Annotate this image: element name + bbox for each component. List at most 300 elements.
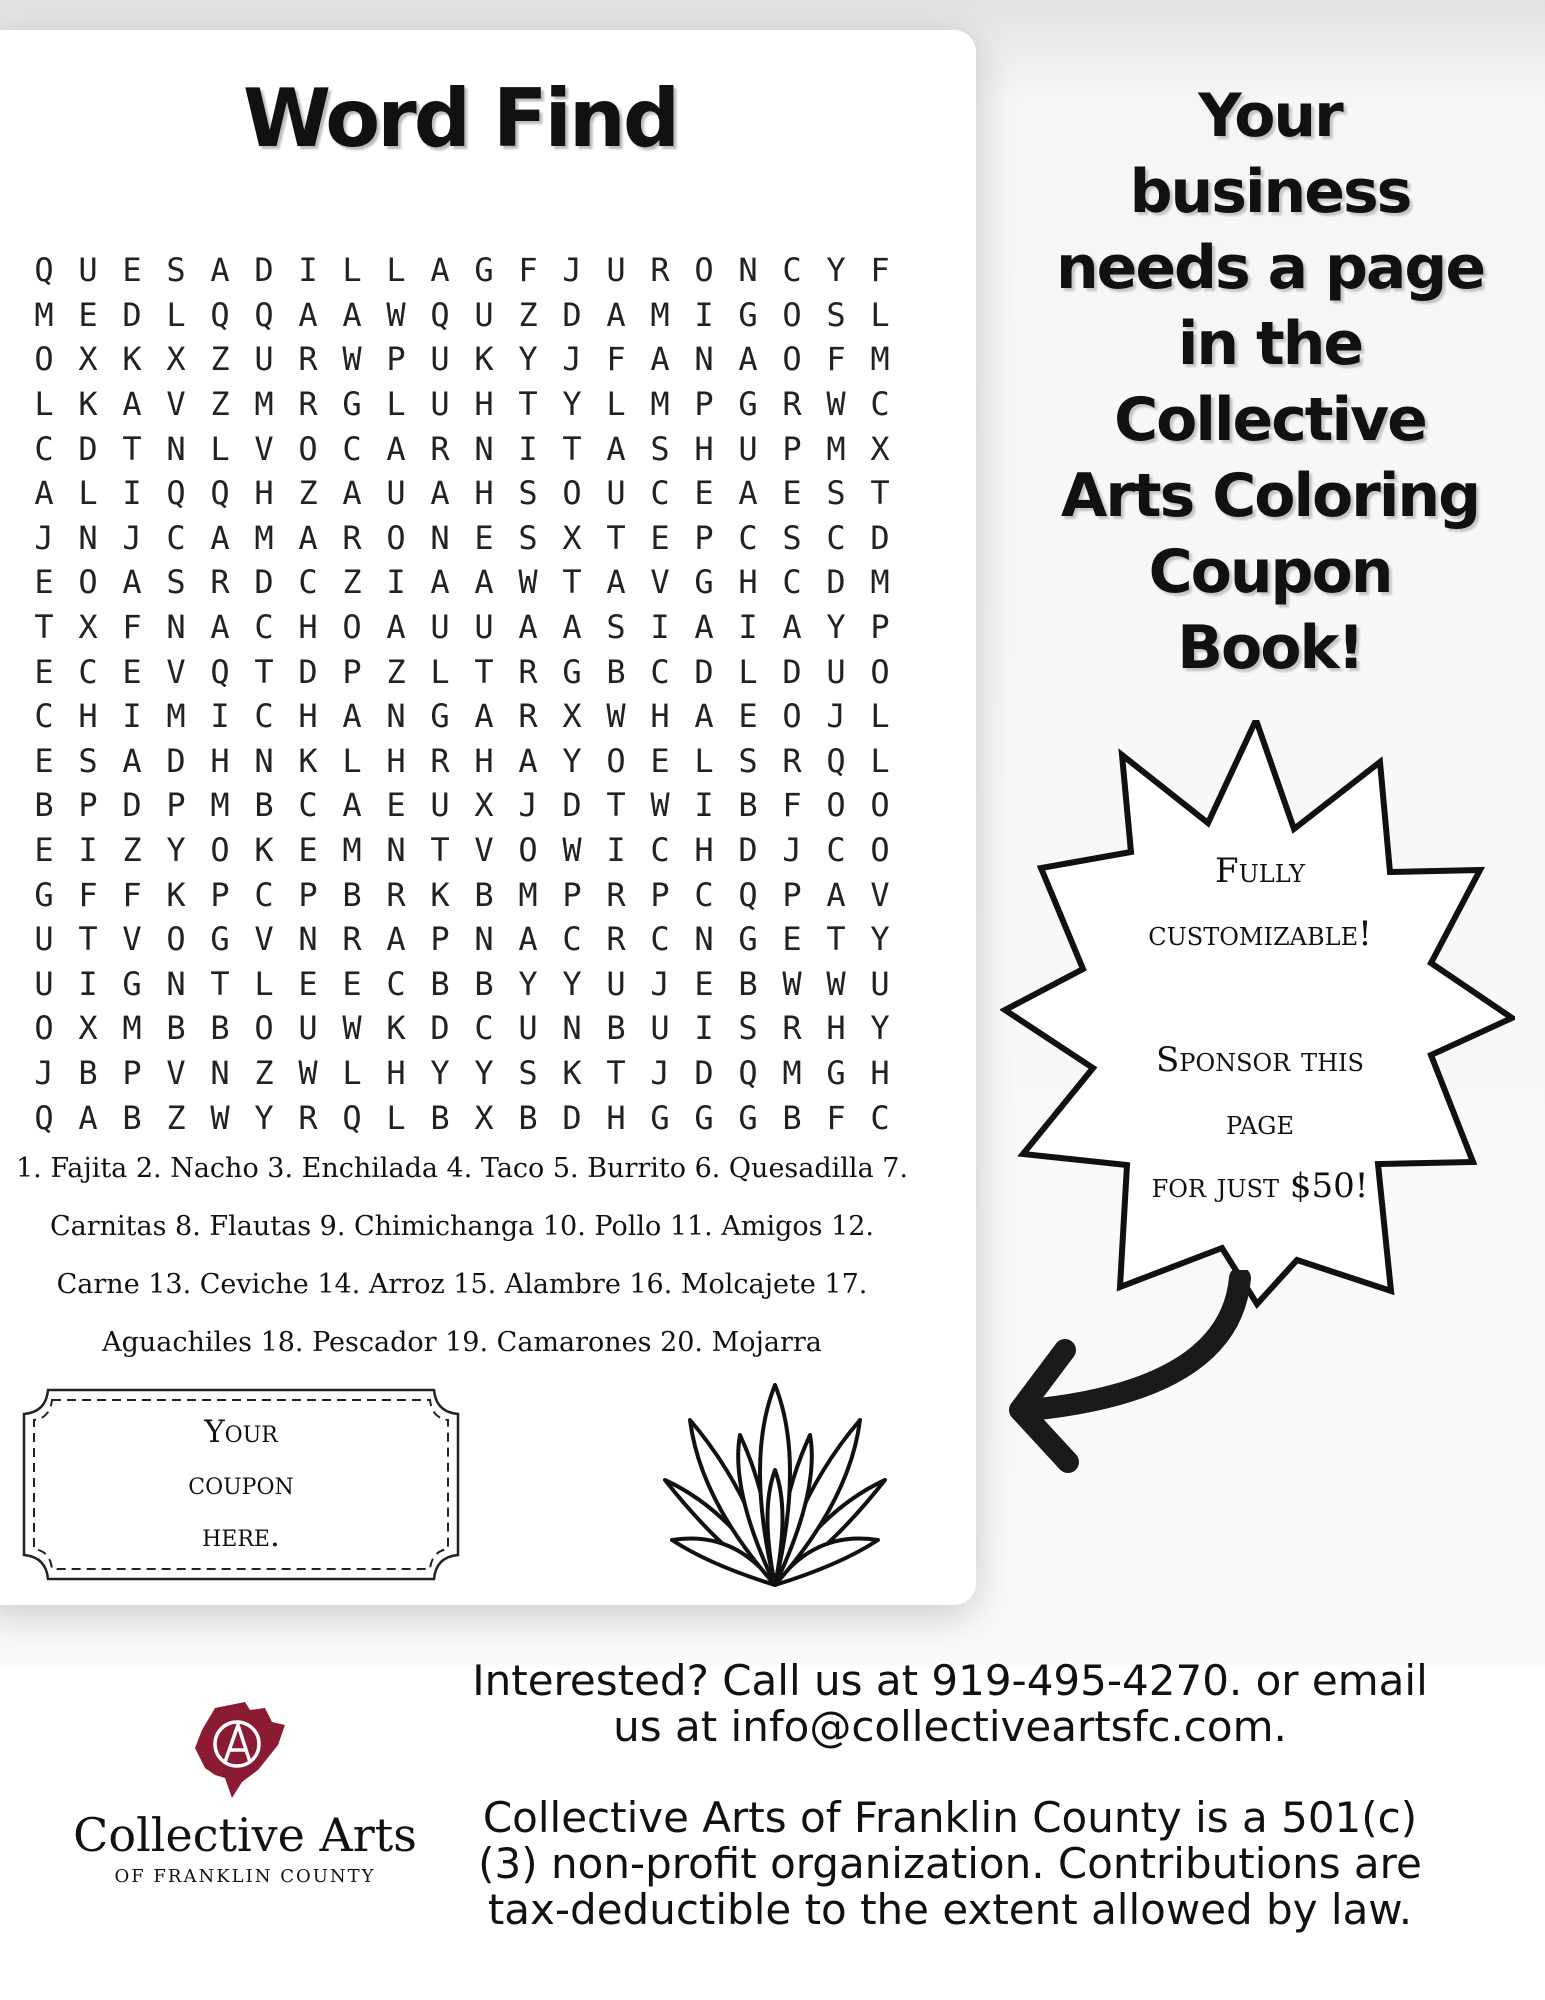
grid-letter: Z — [210, 340, 230, 379]
contact-info — [450, 1658, 1450, 1750]
grid-letter: B — [606, 1009, 626, 1048]
grid-letter: J — [650, 1053, 670, 1092]
burst-line: Sponsor this — [1156, 1040, 1364, 1080]
grid-letter: T — [430, 831, 450, 870]
grid-letter: F — [78, 875, 98, 914]
grid-letter: C — [386, 964, 406, 1003]
grid-letter: B — [210, 1009, 230, 1048]
grid-letter: Y — [826, 251, 846, 290]
grid-letter: X — [870, 429, 890, 468]
grid-letter: Y — [562, 964, 582, 1003]
headline-line: Collective — [1114, 385, 1426, 455]
grid-letter: M — [210, 786, 230, 825]
grid-letter: W — [386, 295, 406, 334]
grid-letter: O — [870, 831, 890, 870]
grid-letter: N — [166, 429, 186, 468]
grid-letter: V — [166, 1053, 186, 1092]
burst-line: for just $50! — [1151, 1166, 1369, 1206]
grid-letter: R — [342, 920, 362, 959]
grid-letter: H — [474, 385, 494, 424]
grid-letter: H — [826, 1009, 846, 1048]
grid-letter: P — [342, 652, 362, 691]
grid-letter: B — [122, 1098, 142, 1137]
grid-letter: I — [738, 608, 758, 647]
grid-letter: K — [430, 875, 450, 914]
grid-letter: G — [738, 1098, 758, 1137]
grid-letter: G — [738, 920, 758, 959]
contact-line: Interested? Call us at 919-495-4270. or email — [472, 1656, 1428, 1705]
grid-letter: A — [474, 563, 494, 602]
grid-letter: L — [342, 251, 362, 290]
grid-letter: W — [342, 340, 362, 379]
grid-letter: X — [78, 608, 98, 647]
grid-letter: E — [298, 964, 318, 1003]
grid-letter: F — [518, 251, 538, 290]
grid-row — [22, 828, 902, 873]
grid-letter: A — [826, 875, 846, 914]
grid-letter: H — [298, 608, 318, 647]
grid-letter: G — [342, 385, 362, 424]
grid-letter: U — [474, 608, 494, 647]
grid-letter: H — [738, 563, 758, 602]
grid-row — [22, 694, 902, 739]
grid-letter: N — [254, 741, 274, 780]
grid-letter: O — [782, 697, 802, 736]
grid-letter: O — [166, 920, 186, 959]
grid-letter: T — [606, 786, 626, 825]
nonprofit-statement — [450, 1795, 1450, 1933]
grid-letter: A — [34, 474, 54, 513]
grid-letter: R — [298, 340, 318, 379]
grid-letter: K — [122, 340, 142, 379]
grid-letter: R — [342, 518, 362, 557]
grid-letter: B — [166, 1009, 186, 1048]
grid-row — [22, 1006, 902, 1051]
grid-letter: J — [562, 251, 582, 290]
grid-letter: U — [34, 920, 54, 959]
grid-letter: S — [518, 474, 538, 513]
grid-letter: D — [782, 652, 802, 691]
grid-letter: G — [210, 920, 230, 959]
grid-letter: D — [122, 295, 142, 334]
grid-letter: H — [606, 1098, 626, 1137]
grid-letter: O — [34, 1009, 54, 1048]
grid-letter: Z — [166, 1098, 186, 1137]
grid-letter: V — [166, 385, 186, 424]
grid-letter: N — [386, 831, 406, 870]
grid-row — [22, 739, 902, 784]
grid-letter: P — [430, 920, 450, 959]
grid-letter: P — [694, 385, 714, 424]
grid-letter: A — [430, 563, 450, 602]
grid-letter: B — [474, 875, 494, 914]
grid-letter: X — [562, 697, 582, 736]
grid-letter: M — [518, 875, 538, 914]
grid-letter: C — [254, 608, 274, 647]
contact-line: us at info@collectiveartsfc.com. — [613, 1702, 1287, 1751]
grid-letter: W — [782, 964, 802, 1003]
grid-letter: C — [650, 652, 670, 691]
grid-letter: L — [166, 295, 186, 334]
grid-letter: O — [34, 340, 54, 379]
grid-letter: T — [606, 1053, 626, 1092]
grid-letter: H — [694, 831, 714, 870]
grid-letter: Y — [870, 1009, 890, 1048]
org-name: Collective Arts — [73, 1808, 417, 1862]
grid-letter: B — [78, 1053, 98, 1092]
headline-line: Your — [1198, 81, 1342, 151]
grid-letter: L — [386, 251, 406, 290]
grid-letter: F — [122, 608, 142, 647]
grid-letter: F — [122, 875, 142, 914]
grid-letter: N — [694, 340, 714, 379]
grid-letter: W — [606, 697, 626, 736]
grid-letter: P — [650, 875, 670, 914]
grid-letter: W — [210, 1098, 230, 1137]
headline-line: needs a page — [1055, 233, 1485, 303]
grid-letter: I — [694, 786, 714, 825]
grid-letter: V — [166, 652, 186, 691]
grid-letter: I — [298, 251, 318, 290]
grid-letter: A — [694, 608, 714, 647]
burst-line: Fully — [1214, 851, 1305, 891]
grid-letter: E — [474, 518, 494, 557]
grid-letter: E — [782, 920, 802, 959]
grid-letter: R — [606, 920, 626, 959]
grid-letter: Q — [210, 295, 230, 334]
burst-line — [1090, 966, 1430, 1029]
grid-letter: S — [166, 563, 186, 602]
grid-letter: P — [870, 608, 890, 647]
grid-letter: I — [78, 831, 98, 870]
coupon-placeholder — [22, 1388, 460, 1581]
grid-letter: N — [430, 518, 450, 557]
grid-letter: D — [254, 563, 274, 602]
grid-letter: E — [78, 295, 98, 334]
grid-letter: P — [562, 875, 582, 914]
grid-letter: V — [650, 563, 670, 602]
grid-letter: A — [650, 340, 670, 379]
headline-line: business — [1129, 157, 1411, 227]
word-list-line: 1. Fajita 2. Nacho 3. Enchilada 4. Taco 5. Burrito 6. Quesadilla 7. — [15, 1153, 909, 1184]
grid-letter: A — [342, 786, 362, 825]
grid-letter: F — [606, 340, 626, 379]
grid-letter: M — [166, 697, 186, 736]
grid-letter: B — [342, 875, 362, 914]
grid-letter: C — [78, 652, 98, 691]
grid-letter: A — [298, 518, 318, 557]
grid-letter: H — [694, 429, 714, 468]
grid-letter: Y — [254, 1098, 274, 1137]
grid-letter: C — [298, 786, 318, 825]
grid-letter: A — [738, 340, 758, 379]
grid-letter: L — [606, 385, 626, 424]
grid-letter: C — [870, 1098, 890, 1137]
grid-letter: R — [430, 429, 450, 468]
grid-letter: D — [298, 652, 318, 691]
grid-letter: U — [386, 474, 406, 513]
grid-letter: E — [298, 831, 318, 870]
grid-letter: L — [342, 741, 362, 780]
grid-letter: I — [122, 474, 142, 513]
grid-letter: A — [606, 563, 626, 602]
grid-letter: R — [518, 652, 538, 691]
grid-letter: K — [474, 340, 494, 379]
grid-letter: G — [474, 251, 494, 290]
grid-letter: W — [826, 964, 846, 1003]
grid-letter: N — [166, 964, 186, 1003]
grid-letter: U — [34, 964, 54, 1003]
grid-letter: E — [34, 831, 54, 870]
grid-letter: T — [122, 429, 142, 468]
grid-letter: J — [34, 518, 54, 557]
grid-letter: G — [650, 1098, 670, 1137]
grid-letter: N — [386, 697, 406, 736]
grid-letter: A — [518, 920, 538, 959]
grid-row — [22, 560, 902, 605]
grid-letter: G — [738, 385, 758, 424]
grid-letter: R — [650, 251, 670, 290]
grid-letter: I — [78, 964, 98, 1003]
grid-letter: M — [826, 429, 846, 468]
grid-letter: H — [78, 697, 98, 736]
grid-letter: Y — [870, 920, 890, 959]
grid-letter: H — [386, 1053, 406, 1092]
grid-letter: T — [210, 964, 230, 1003]
grid-letter: U — [606, 251, 626, 290]
grid-letter: I — [650, 608, 670, 647]
grid-letter: L — [254, 964, 274, 1003]
grid-letter: A — [738, 474, 758, 513]
grid-letter: P — [122, 1053, 142, 1092]
grid-letter: N — [298, 920, 318, 959]
grid-letter: H — [254, 474, 274, 513]
grid-letter: R — [298, 385, 318, 424]
grid-letter: M — [342, 831, 362, 870]
grid-letter: U — [430, 340, 450, 379]
grid-row — [22, 293, 902, 338]
grid-row — [22, 248, 902, 293]
grid-letter: D — [254, 251, 274, 290]
grid-letter: S — [826, 474, 846, 513]
headline-line: Arts Coloring — [1060, 461, 1480, 531]
grid-letter: T — [870, 474, 890, 513]
grid-letter: Q — [738, 875, 758, 914]
grid-letter: W — [298, 1053, 318, 1092]
grid-letter: E — [738, 697, 758, 736]
grid-letter: C — [782, 563, 802, 602]
grid-letter: P — [782, 875, 802, 914]
grid-letter: O — [870, 786, 890, 825]
grid-letter: U — [606, 474, 626, 513]
grid-letter: G — [430, 697, 450, 736]
grid-letter: N — [738, 251, 758, 290]
grid-letter: L — [870, 697, 890, 736]
grid-letter: U — [518, 1009, 538, 1048]
grid-letter: I — [694, 1009, 714, 1048]
grid-row — [22, 516, 902, 561]
grid-letter: R — [518, 697, 538, 736]
grid-letter: R — [782, 1009, 802, 1048]
grid-letter: C — [738, 518, 758, 557]
grid-letter: C — [298, 563, 318, 602]
grid-letter: Z — [254, 1053, 274, 1092]
grid-letter: H — [298, 697, 318, 736]
headline-line: in the — [1177, 309, 1363, 379]
grid-letter: E — [694, 964, 714, 1003]
grid-letter: K — [78, 385, 98, 424]
grid-letter: Y — [166, 831, 186, 870]
grid-letter: E — [122, 652, 142, 691]
grid-letter: A — [122, 563, 142, 602]
grid-letter: O — [386, 518, 406, 557]
grid-letter: S — [650, 429, 670, 468]
grid-letter: A — [122, 385, 142, 424]
grid-letter: O — [342, 608, 362, 647]
grid-letter: C — [562, 920, 582, 959]
grid-letter: X — [474, 786, 494, 825]
grid-letter: G — [694, 563, 714, 602]
grid-letter: E — [386, 786, 406, 825]
grid-letter: M — [254, 385, 274, 424]
grid-letter: L — [430, 652, 450, 691]
grid-letter: C — [826, 831, 846, 870]
grid-row — [22, 649, 902, 694]
grid-letter: G — [738, 295, 758, 334]
grid-letter: E — [122, 251, 142, 290]
grid-letter: U — [738, 429, 758, 468]
grid-letter: R — [430, 741, 450, 780]
grid-letter: W — [650, 786, 670, 825]
grid-letter: U — [606, 964, 626, 1003]
grid-letter: A — [342, 295, 362, 334]
grid-letter: J — [562, 340, 582, 379]
grid-letter: H — [650, 697, 670, 736]
grid-letter: K — [386, 1009, 406, 1048]
grid-letter: I — [694, 295, 714, 334]
grid-letter: N — [562, 1009, 582, 1048]
grid-letter: M — [122, 1009, 142, 1048]
grid-letter: Y — [562, 741, 582, 780]
grid-letter: V — [870, 875, 890, 914]
grid-letter: G — [34, 875, 54, 914]
grid-letter: T — [826, 920, 846, 959]
grid-letter: R — [606, 875, 626, 914]
grid-letter: Y — [518, 340, 538, 379]
grid-letter: M — [650, 295, 670, 334]
grid-letter: N — [166, 608, 186, 647]
grid-letter: Q — [34, 251, 54, 290]
grid-letter: A — [430, 474, 450, 513]
headline-line: Book! — [1177, 613, 1363, 683]
grid-row — [22, 872, 902, 917]
grid-letter: U — [474, 295, 494, 334]
grid-letter: P — [78, 786, 98, 825]
grid-letter: B — [606, 652, 626, 691]
grid-letter: D — [562, 1098, 582, 1137]
grid-letter: A — [782, 608, 802, 647]
grid-letter: Q — [738, 1053, 758, 1092]
grid-letter: C — [254, 875, 274, 914]
grid-letter: D — [826, 563, 846, 602]
grid-letter: O — [210, 831, 230, 870]
grid-letter: D — [430, 1009, 450, 1048]
grid-letter: C — [342, 429, 362, 468]
grid-letter: S — [782, 518, 802, 557]
grid-letter: A — [210, 518, 230, 557]
grid-letter: I — [210, 697, 230, 736]
grid-letter: B — [738, 786, 758, 825]
grid-letter: C — [166, 518, 186, 557]
grid-letter: U — [650, 1009, 670, 1048]
grid-letter: E — [34, 652, 54, 691]
agave-plant-icon — [660, 1380, 890, 1590]
grid-letter: Q — [210, 652, 230, 691]
word-list-line: Aguachiles 18. Pescador 19. Camarones 20. Mojarra — [102, 1327, 822, 1358]
grid-letter: R — [298, 1098, 318, 1137]
grid-row — [22, 605, 902, 650]
grid-letter: D — [562, 786, 582, 825]
grid-letter: A — [210, 608, 230, 647]
grid-row — [22, 382, 902, 427]
grid-letter: Q — [34, 1098, 54, 1137]
grid-letter: J — [650, 964, 670, 1003]
grid-letter: D — [78, 429, 98, 468]
grid-letter: C — [254, 697, 274, 736]
grid-letter: O — [606, 741, 626, 780]
grid-letter: O — [782, 295, 802, 334]
coupon-line: coupon — [188, 1466, 294, 1502]
grid-letter: R — [782, 385, 802, 424]
grid-letter: B — [782, 1098, 802, 1137]
grid-letter: Q — [210, 474, 230, 513]
grid-letter: P — [210, 875, 230, 914]
grid-letter: E — [34, 741, 54, 780]
grid-letter: T — [78, 920, 98, 959]
grid-letter: R — [210, 563, 230, 602]
grid-letter: U — [430, 786, 450, 825]
grid-letter: I — [518, 429, 538, 468]
grid-letter: B — [34, 786, 54, 825]
grid-letter: U — [78, 251, 98, 290]
grid-letter: Q — [826, 741, 846, 780]
grid-letter: B — [254, 786, 274, 825]
grid-letter: O — [254, 1009, 274, 1048]
grid-letter: X — [562, 518, 582, 557]
grid-letter: L — [386, 1098, 406, 1137]
grid-letter: E — [694, 474, 714, 513]
word-list — [12, 1140, 912, 1372]
grid-row — [22, 1095, 902, 1140]
grid-letter: O — [78, 563, 98, 602]
grid-letter: F — [870, 251, 890, 290]
grid-letter: L — [210, 429, 230, 468]
grid-letter: Y — [430, 1053, 450, 1092]
grid-letter: V — [474, 831, 494, 870]
grid-letter: A — [386, 608, 406, 647]
grid-letter: L — [738, 652, 758, 691]
grid-letter: I — [386, 563, 406, 602]
grid-letter: U — [870, 964, 890, 1003]
grid-letter: K — [298, 741, 318, 780]
grid-letter: J — [122, 518, 142, 557]
grid-letter: L — [870, 741, 890, 780]
grid-letter: L — [78, 474, 98, 513]
grid-letter: P — [298, 875, 318, 914]
coupon-line: here. — [202, 1518, 280, 1554]
grid-letter: W — [562, 831, 582, 870]
grid-letter: R — [386, 875, 406, 914]
